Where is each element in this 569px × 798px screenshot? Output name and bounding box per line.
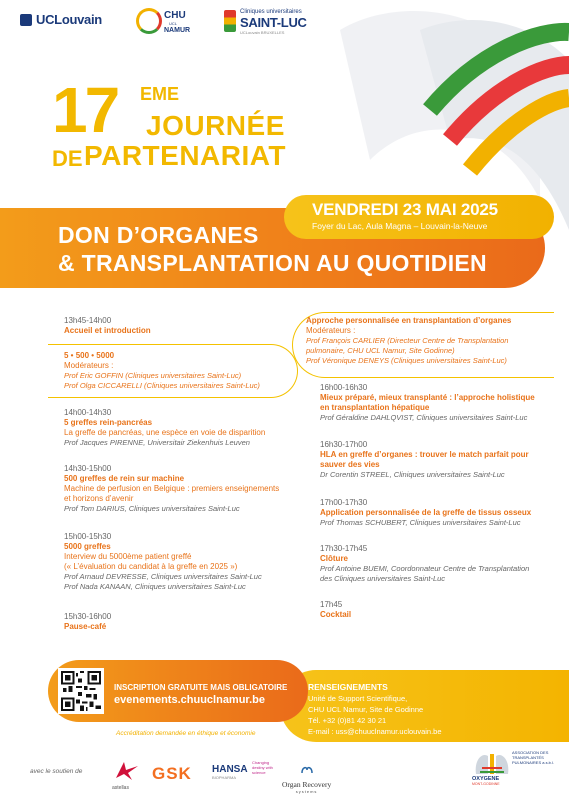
oxygene-association-text: ASSOCIATION DES TRANSPLANTÉS PULMONAIRES a.s.b.l. <box>512 750 555 765</box>
info-line: Unité de Support Scientifique, <box>308 694 408 703</box>
program-subtitle: Machine de perfusion en Belgique : premiers enseignements <box>64 484 280 493</box>
oxygene-logo <box>472 750 560 790</box>
event-place: Foyer du Lac, Aula Magna – Louvain-la-Neuve <box>312 221 488 231</box>
program-title: 5 • 500 • 5000 <box>64 351 115 360</box>
program-item <box>64 408 265 448</box>
program-subtitle: et horizons d’avenir <box>64 494 134 503</box>
oxygene-logo-text: OXYGENE <box>472 776 500 782</box>
program-subtitle: La greffe de pancréas, une espèce en voie de disparition <box>64 428 266 437</box>
program-title: Mieux préparé, mieux transplanté : l’approche holistique <box>320 393 535 402</box>
program-title: sauver des vies <box>320 460 380 469</box>
chu-logo-city: NAMUR <box>164 27 191 34</box>
program-item <box>64 532 262 592</box>
program-title: Clôture <box>320 554 348 563</box>
edition-number: 17 <box>52 74 118 146</box>
program-speaker: Prof Antoine BUEMI, Coordonnateur Centre de Transplantation <box>320 564 530 573</box>
astellas-logo-text: astellas <box>112 785 129 791</box>
program-time: 17h00-17h30 <box>320 498 368 507</box>
program-title: Accueil et introduction <box>64 326 151 335</box>
title-journee: JOURNÉE <box>146 110 285 141</box>
chu-namur-logo <box>136 8 196 40</box>
info-email-link[interactable]: E-mail : uss@chuuclnamur.uclouvain.be <box>308 727 442 736</box>
program-time: 17h45 <box>320 600 343 609</box>
organ-recovery-sub: systems <box>295 789 318 794</box>
program-speaker: Prof François CARLIER (Directeur Centre de Transplantation <box>306 336 509 345</box>
hansa-tagline: Changing destiny with science <box>252 760 273 775</box>
qr-code-icon[interactable] <box>58 668 104 714</box>
organ-recovery-logo <box>282 762 331 794</box>
program-item <box>64 612 111 632</box>
gsk-logo: GSK <box>152 764 192 783</box>
program-title: 5000 greffes <box>64 542 111 551</box>
program-time: 15h00-15h30 <box>64 532 112 541</box>
saint-luc-logo-top: Cliniques universitaires <box>240 9 302 15</box>
program-title: Cocktail <box>320 610 352 619</box>
saint-luc-mark-icon <box>224 10 236 32</box>
program-speaker: Prof Nada KANAAN, Cliniques universitaires Saint-Luc <box>64 582 246 591</box>
title-partenariat: PARTENARIAT <box>84 140 287 171</box>
hansa-logo-sub: BIOPHARMA <box>212 775 237 780</box>
program-time: 16h30-17h00 <box>320 440 368 449</box>
program-title: 5 greffes rein-pancréas <box>64 418 153 427</box>
program-speaker: Prof Tom DARIUS, Cliniques universitaires Saint-Luc <box>64 504 240 513</box>
program-item <box>320 498 531 528</box>
program-speaker: Dr Corentin STREEL, Cliniques universitaires Saint-Luc <box>320 470 505 479</box>
program-item <box>320 544 529 584</box>
program-time: 15h30-16h00 <box>64 612 112 621</box>
program-item <box>320 600 351 620</box>
info-phone: Tél. +32 (0)81 42 30 21 <box>308 716 387 725</box>
program-subtitle: (« L’évaluation du candidat à la greffe en 2025 ») <box>64 562 238 571</box>
chu-circle-icon <box>136 8 162 34</box>
program-time: 13h45-14h00 <box>64 316 112 325</box>
hansa-logo-text: HANSA <box>212 764 248 775</box>
program-speaker: Prof Thomas SCHUBERT, Cliniques universitaires Saint-Luc <box>320 518 521 527</box>
registration-label: INSCRIPTION GRATUITE MAIS OBLIGATOIRE <box>114 683 288 692</box>
program-speaker: des Cliniques universitaires Saint-Luc <box>320 574 446 583</box>
lungs-icon <box>472 750 512 776</box>
theme-line-2: & TRANSPLANTATION AU QUOTIDIEN <box>58 250 487 276</box>
uclouvain-logo <box>20 12 102 27</box>
info-line: CHU UCL Namur, Site de Godinne <box>308 705 424 714</box>
program-item <box>320 440 529 480</box>
chu-logo-name: CHU <box>164 10 186 21</box>
program-speaker: Prof Olga CICCARELLI (Cliniques universitaires Saint-Luc) <box>64 381 260 390</box>
program-time: 14h30-15h00 <box>64 464 112 473</box>
program-item <box>64 464 279 514</box>
program-item <box>306 316 511 366</box>
event-date: VENDREDI 23 MAI 2025 <box>312 200 498 219</box>
astellas-logo <box>112 760 140 791</box>
uclouvain-mark-icon <box>20 14 32 26</box>
program-subtitle: Interview du 5000ème patient greffé <box>64 552 192 561</box>
program-title: en transplantation hépatique <box>320 403 430 412</box>
organ-recovery-text: Organ Recovery <box>282 780 332 789</box>
astellas-star-icon <box>112 760 140 782</box>
title-de: DE <box>52 146 83 171</box>
program-title: Application personnalisée de la greffe de tissus osseux <box>320 508 532 517</box>
info-block <box>308 682 442 737</box>
hansa-logo <box>212 760 273 780</box>
program-item <box>64 351 260 391</box>
program-speaker: Prof Jacques PIRENNE, Universitair Ziekenhuis Leuven <box>64 438 250 447</box>
chu-logo-sub: UCL <box>169 21 178 26</box>
saint-luc-logo-bottom: UCLouvain BRUXELLES <box>240 30 285 35</box>
uclouvain-logo-text: UCLouvain <box>36 12 102 27</box>
date-box <box>284 195 554 239</box>
moderators-label: Modérateurs : <box>64 361 114 370</box>
program-time: 14h00-14h30 <box>64 408 112 417</box>
program-item <box>64 316 151 336</box>
theme-line-1: DON D’ORGANES <box>58 222 259 248</box>
program-title: 500 greffes de rein sur machine <box>64 474 185 483</box>
program-speaker: Prof Véronique DENEYS (Cliniques universitaires Saint-Luc) <box>306 356 507 365</box>
registration-url-link[interactable]: evenements.chuuclnamur.be <box>114 694 265 706</box>
oxygene-logo-sub: MONT-GODINNE <box>472 782 500 786</box>
program-title: Approche personnalisée en transplantation d’organes <box>306 316 512 325</box>
program-title: HLA en greffe d’organes : trouver le match parfait pour <box>320 450 529 459</box>
program-speaker: Prof Géraldine DAHLQVIST, Cliniques universitaires Saint-Luc <box>320 413 528 422</box>
moderators-label: Modérateurs : <box>306 326 356 335</box>
program-item <box>320 383 535 423</box>
program-speaker: Prof Eric GOFFIN (Cliniques universitaires Saint-Luc) <box>64 371 242 380</box>
program-time: 16h00-16h30 <box>320 383 368 392</box>
program-speaker: Prof Arnaud DEVRESSE, Cliniques universitaires Saint-Luc <box>64 572 262 581</box>
support-label: avec le soutien de <box>30 768 83 775</box>
saint-luc-logo-name: SAINT-LUC <box>240 15 307 30</box>
edition-suffix: EME <box>140 84 180 104</box>
accreditation-note: Accréditation demandée en éthique et économie <box>116 730 256 737</box>
program-speaker: pulmonaire, CHU UCL Namur, Site Godinne) <box>306 346 455 355</box>
program-title: Pause-café <box>64 622 107 631</box>
program-time: 17h30-17h45 <box>320 544 368 553</box>
organ-recovery-icon <box>300 765 314 775</box>
info-title: RENSEIGNEMENTS <box>308 682 388 692</box>
